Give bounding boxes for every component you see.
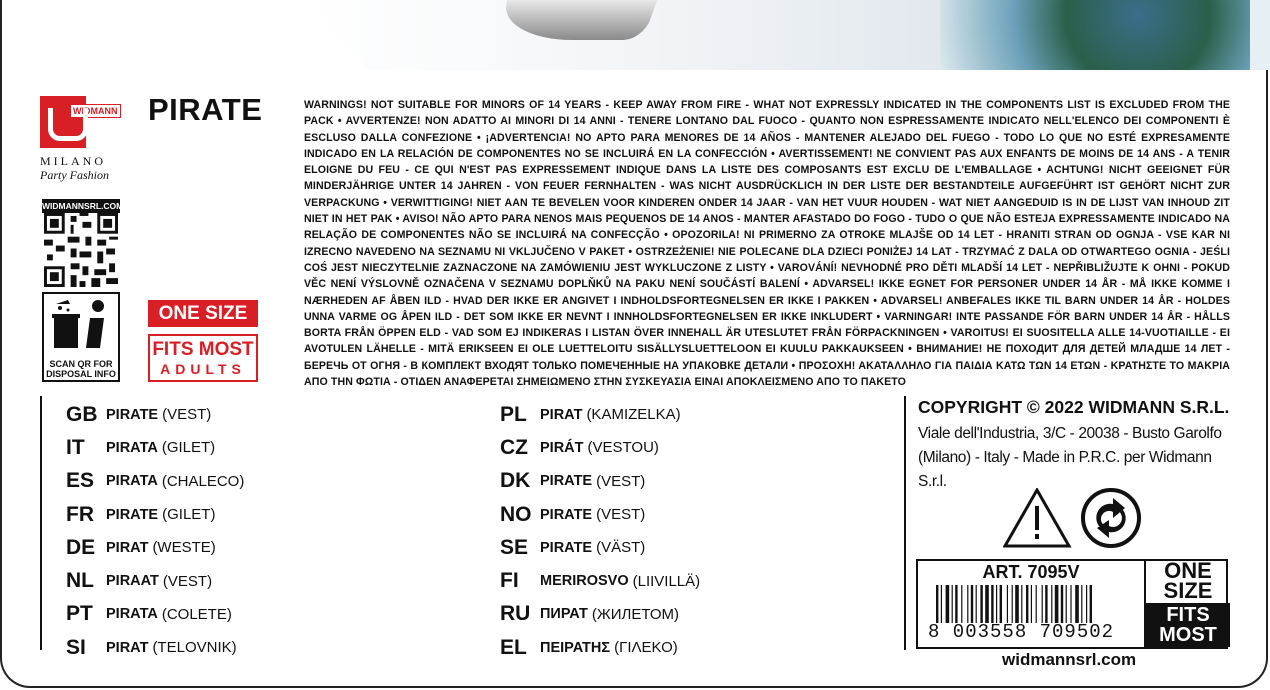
language-code: EL (500, 635, 527, 659)
barcode-bar (1031, 585, 1032, 623)
language-row (500, 398, 700, 431)
logo-brand-name: WIDMANN (70, 104, 121, 118)
barcode-bar (991, 585, 993, 623)
barcode-bar (971, 585, 973, 623)
language-code: PL (500, 402, 527, 426)
product-title: PIRATE (148, 92, 263, 127)
barcode (936, 585, 1136, 623)
product-name-translation: PIRAT (106, 639, 149, 656)
os-fits-most-block (1146, 603, 1230, 647)
disposal-label-line-1: SCAN QR FOR (49, 359, 113, 369)
qr-code-icon (44, 213, 118, 287)
os-one-text: ONE (1164, 558, 1212, 583)
language-code: FI (500, 569, 519, 593)
article-barcode-box (916, 559, 1228, 649)
language-row (500, 598, 700, 631)
logo-city: MILANO (40, 154, 106, 168)
banner-edge (1250, 0, 1270, 70)
language-row (66, 531, 244, 564)
widmann-logo (40, 96, 128, 181)
article-number: ART. 7095V (982, 562, 1080, 582)
barcode-bar (985, 585, 989, 623)
barcode-bar (961, 585, 962, 623)
adults-text: ADULTS (160, 361, 246, 377)
logo-w-mark (40, 96, 118, 148)
language-code: NO (500, 502, 532, 526)
one-size-fits-most-badge (1144, 559, 1230, 647)
barcode-bar (1066, 585, 1067, 623)
garment-translation: (ΓΙΛΕΚΟ) (614, 639, 678, 657)
language-row (66, 498, 244, 531)
garment-translation: (GILET) (161, 439, 216, 457)
language-row (500, 431, 700, 464)
product-name-translation: PIRAT (106, 539, 149, 556)
garment-translation: (VEST) (162, 572, 213, 590)
barcode-bar (1086, 585, 1087, 623)
garment-translation: (VÄST) (596, 539, 646, 557)
barcode-bar (1042, 585, 1043, 623)
safety-icons (1003, 488, 1143, 550)
product-name-translation: PIRATE (540, 539, 593, 556)
fits-most-adults-badge (148, 334, 258, 382)
recycle-icon (1083, 490, 1139, 546)
language-code: ES (66, 469, 95, 493)
product-name-translation: PIRATA (106, 473, 158, 490)
barcode-bar (1081, 585, 1082, 623)
os-fits-text: FITS (1166, 604, 1210, 626)
barcode-bar (952, 585, 953, 623)
disposal-info-box (42, 292, 120, 382)
product-name-translation: PIRATE (540, 473, 593, 490)
product-name-translation: PIRAT (540, 406, 583, 423)
barcode-bar (1026, 585, 1028, 623)
barcode-bar (1090, 585, 1092, 623)
product-name-translation: MERIROSVO (540, 573, 629, 590)
product-name-translation: PIRATA (106, 439, 158, 456)
product-name-translation: PIRÁT (540, 439, 584, 456)
one-size-badge: ONE SIZE (148, 300, 258, 327)
garment-translation: (VEST) (596, 472, 646, 490)
barcode-bar (1021, 585, 1022, 623)
footer-website: widmannsrl.com (1002, 650, 1137, 669)
garment-translation: (COLETE) (161, 605, 232, 623)
barcode-bar (1012, 585, 1013, 623)
barcode-bar (1045, 585, 1047, 623)
language-code: FR (66, 502, 94, 526)
garment-translation: (LIIVILLÄ) (632, 572, 701, 590)
language-row (500, 531, 700, 564)
language-row (66, 431, 244, 464)
barcode-bar (980, 585, 982, 623)
product-name-translation: PIRATE (540, 506, 593, 523)
garment-translation: (TELOVNIK) (152, 639, 237, 657)
os-most-text: MOST (1159, 624, 1217, 646)
garment-translation: (WESTE) (152, 539, 216, 557)
language-row (66, 631, 244, 664)
logo-tagline: Party Fashion (40, 168, 109, 182)
product-name-translation: PIRATE (106, 506, 159, 523)
language-row (66, 465, 244, 498)
language-code: NL (66, 569, 94, 593)
disposal-label-line-2: DISPOSAL INFO (46, 369, 116, 379)
language-code: DE (66, 535, 96, 559)
language-row (66, 598, 244, 631)
barcode-bar (976, 585, 977, 623)
barcode-bar (1007, 585, 1008, 623)
os-size-text: SIZE (1163, 578, 1213, 603)
barcode-bar (1015, 585, 1019, 623)
barcode-bar (967, 585, 968, 623)
product-name-translation: PIRATE (106, 406, 159, 423)
product-name-translation: ПИРАТ (540, 606, 588, 623)
language-code: CZ (500, 435, 528, 459)
barcode-bar (941, 585, 942, 623)
garment-translation: (KAMIZELKA) (586, 406, 681, 424)
language-code: GB (66, 402, 98, 426)
language-list-right (500, 398, 700, 664)
language-row (500, 465, 700, 498)
barcode-bar (1036, 585, 1037, 623)
language-code: SI (66, 635, 86, 659)
brand-url-label: WIDMANNSRL.COM (42, 201, 124, 211)
language-code: RU (500, 602, 531, 626)
barcode-bar (1051, 585, 1052, 623)
fits-most-text: FITS MOST (152, 339, 254, 360)
multilingual-warnings: WARNINGS! NOT SUITABLE FOR MINORS OF 14 YEARS - KEEP AWAY FROM FIRE - WHAT NOT EXPRESSLY INDICATED IN THE COMPONENTS LIST IS EXCLUDED FROM THE PACK • AVVERTENZE! NON ADATTO AI MINORI DI 14 ANNI - TENERE LONTANO DAL FUOCO - QUANTO NON ESPRESSAMENTE INDICATO NELL'ELENCO DEI COMPONENTI È ESCLUSO DALLA CONFEZIONE • ¡ADVERTENCIA! NO APTO PARA MENORES DE 14 AÑOS - MANTENER ALEJADO DEL FUEGO - TODO LO QUE NO ESTÉ EXPRESAMENTE INDICADO EN LA RELACIÓN DE COMPONENTES NO SE INCLUIRÁ EN LA CONFECCIÓN • AVERTISSEMENT! NE CONVIENT PAS AUX ENFANTS DE MOINS DE 14 ANS - A TENIR ELOIGNE DU FEU - CE QUI N'EST PAS EXPRESSEMENT INDIQUE DANS LA LISTE DES COMPOSANTS EST EXCLU DE L'EMBALLAGE • ACHTUNG! NICHT GEEIGNET FÜR MINDERJÄHRIGE UNTER 14 JAHREN - VON FEUER FERNHALTEN - WAS NICHT AUSDRÜCKLICH IN DER LISTE DER BESTANDTEILE AUFGEFÜHRT IST GEHÖRT NICHT ZUR VERPACKUNG • VERWITTIGING! NIET AAN TE BEVELEN VOOR KINDEREN ONDER 14 JAAR - VAN HET VUUR HOUDEN - WAT NIET AANGEDUID IS IN DE LIJST VAN INHOUD ZIT NIET IN HET PAK • AVISO! NÃO APTO PARA NENOS MAIS PEQUENOS DE 14 ANOS - MANTER AFASTADO DO FOGO - TUDO O QUE NÃO ESTEJA EXPRESSAMENTE INDICADO NA RELAÇÃO DE COMPONENTES NÃO SE INCLUIRÁ NA CONFECÇÃO • OPOZORILA! NI PRIMERNO ZA OTROKE MLAJŠE OD 14 LET - HRANITI STRAN OD OGNJA - VSE KAR NI IZRECNO NAVEDENO NA SEZNAMU NI VKLJUČENO V PAKET • OSTRZEŻENIE! NIE POLECANE DLA DZIECI PONIŻEJ 14 LAT - TRZYMAĆ Z DALA OD OTWARTEGO OGNIA - JEŚLI COŚ JEST NIECZYTELNIE ZAZNACZONE NA ZAMÓWIENIU JEST WYKLUCZONE Z LISTY • VAROVÁNÍ! NEVHODNÉ PRO DĚTI MLADŠÍ 14 LET - NEPŘIBLIŽUJTE K OHNI - POKUD VĚC NENÍ VÝSLOVNĚ OZNAČENA V SEZNAMU DOPLŇKŮ NA PAKU NENÍ SOUČÁSTÍ BALENÍ • ADVARSEL! IKKE EGNET FOR PERSONER UNDER 14 ÅR - MÅ IKKE KOMME I NÆRHEDEN AF ÅBEN ILD - HVAD DER IKKE ER ANGIVET I INDHOLDSFORTEGNELSEN ER IKKE I PAKKEN • ADVARSEL! ANBEFALES IKKE TIL BARN UNDER 14 ÅR - HOLDES UNNA VARME OG ÅPEN ILD - DET SOM IKKE ER NEVNT I INNHOLDSFORTEGNELSEN ER IKKE INKLUDERT • VARNINGAR! INTE PASSANDE FÖR BARN UNDER 14 ÅR - HÅLLS BORTA FRÅN ÖPPEN ELD - VAD SOM EJ INDIKERAS I LISTAN ÖVER INNEHALL ÄR UTESLUTET FRÅN FÖRPACKNINGEN • VAROITUS! EI SUOSITELLA ALLE 14-VUOTIAILLE - EI AVOTULEN LÄHELLE - MITÄ ERIKSEEN EI OLE LUETTELOITU SISÄLLYSLUETTELOON EI KUULU PAKKAUKSEEN • ВНИМАНИЕ! НЕ ПОХОДИТ ДЛЯ ДЕТЕЙ МЛАДШЕ 14 ЛЕТ - БЕРЕЧЬ ОТ ОГНЯ - В КОМПЛЕКТ ВХОДЯТ ТОЛЬКО ПОМЕЧЕННЫЕ НА УПАКОВКЕ ДЕТАЛИ • ΠΡΟΣΟΧΗ! ΑΚΑΤΑΛΛΗΛΟ ΓΙΑ ΠΑΙΔΙΑ ΚΑΤΩ ΤΩΝ 14 ΕΤΩΝ - ΚΡΑΤΗΣΤΕ ΤΟ ΜΑΚΡΙΑ ΑΠΟ ΤΗΝ ΦΩΤΙΑ - ΟΤΙΔΕΝ ΑΝΑΦΕΡΕΤΑΙ ΣΗΜΕΙΩΜΕΝΟ ΣΤΗΝ ΣΥΣΚΕΥΑΣΙΑ ΕΙΝΑΙ ΑΠΟΚΛΕΙΣΜΕΝΟ ΑΠΟ ΤΟ ΠΑΚΕΤΟ (304, 99, 1230, 389)
right-divider (904, 396, 906, 650)
language-code: DK (500, 469, 531, 493)
garment-translation: (ЖИЛЕТОМ) (591, 605, 679, 623)
product-name-translation: PIRATA (106, 606, 158, 623)
garment-translation: (CHALECO) (161, 472, 245, 490)
company-address: Viale dell'Industria, 3/C - 20038 - Busto Garolfo (Milano) - Italy - Made in P.R.C. per Widmann S.r.l. (918, 425, 1222, 490)
barcode-bar (996, 585, 997, 623)
language-code: IT (66, 435, 85, 459)
product-name-translation: ΠΕΙΡΑΤΗΣ (540, 639, 611, 656)
left-divider (40, 396, 42, 650)
copyright-notice: COPYRIGHT © 2022 WIDMANN S.R.L. (918, 397, 1230, 417)
barcode-bar (1061, 585, 1063, 623)
barcode-bar (1070, 585, 1071, 623)
barcode-bar (1000, 585, 1002, 623)
garment-translation: (VEST) (596, 506, 646, 524)
language-code: SE (500, 535, 529, 559)
palm-tree-image (940, 0, 1270, 70)
garment-translation: (VEST) (162, 406, 212, 424)
product-name-translation: PIRAAT (106, 573, 159, 590)
barcode-bar (1075, 585, 1079, 623)
barcode-bar (936, 585, 938, 623)
garment-translation: (VESTOU) (587, 439, 659, 457)
language-row (500, 498, 700, 531)
warning-triangle-icon (1005, 490, 1069, 546)
language-code: PT (66, 602, 93, 626)
barcode-bar (1055, 585, 1059, 623)
barcode-digits: 8 003558 709502 (928, 621, 1115, 643)
garment-translation: (GILET) (162, 506, 216, 524)
language-row (500, 631, 700, 664)
language-row (66, 398, 244, 431)
info-icon (92, 300, 104, 312)
product-photo-banner (0, 0, 1270, 70)
language-list-left (66, 398, 244, 664)
trash-bin-icon (46, 298, 116, 354)
barcode-bar (946, 585, 950, 623)
language-row (66, 564, 244, 597)
barcode-bar (955, 585, 957, 623)
language-row (500, 564, 700, 597)
